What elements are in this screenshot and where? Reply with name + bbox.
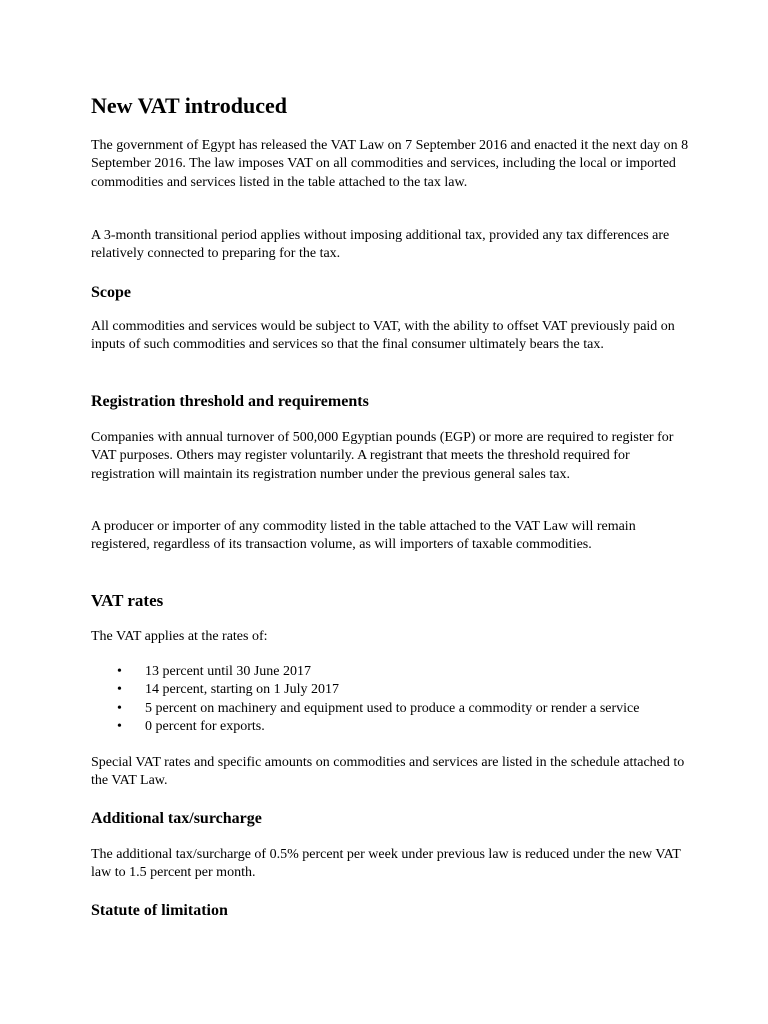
list-item (117, 700, 717, 718)
registration-paragraph-2: A producer or importer of any commodity listed in the table attached to the VAT Law will remain registered, regardless of its transaction volume, as will importers of taxable commodities. (91, 519, 636, 553)
list-item (117, 663, 717, 681)
surcharge-heading: Additional tax/surcharge (91, 810, 262, 827)
list-item-text: 13 percent until 30 June 2017 (145, 664, 312, 679)
page-title: New VAT introduced (91, 93, 288, 118)
vat-rates-intro: The VAT applies at the rates of: (91, 629, 268, 644)
list-item-text: 14 percent, starting on 1 July 2017 (145, 682, 340, 698)
list-item-text: 5 percent on machinery and equipment used to produce a commodity or render a service (145, 700, 640, 716)
registration-heading: Registration threshold and requirements (91, 393, 369, 410)
registration-paragraph-1: Companies with annual turnover of 500,000 Egyptian pounds (EGP) or more are required to register for VAT purposes. Others may register voluntarily. A registrant that meets the threshold required for registration will maintain its registration number under the previous general sales tax. (91, 430, 674, 482)
scope-paragraph: All commodities and services would be subject to VAT, with the ability to offset VAT previously paid on inputs of such commodities and services so that the final consumer ultimately bears the tax. (91, 319, 675, 353)
vat-rates-outro: Special VAT rates and specific amounts on commodities and services are listed in the schedule attached to the VAT Law. (91, 755, 685, 789)
surcharge-paragraph: The additional tax/surcharge of 0.5% percent per week under previous law is reduced under the new VAT law to 1.5 percent per month. (91, 847, 681, 881)
scope-heading: Scope (91, 284, 131, 301)
bullet-icon: • (117, 682, 122, 698)
list-item (117, 718, 717, 736)
intro-paragraph-1: The government of Egypt has released the VAT Law on 7 September 2016 and enacted it the next day on 8 September 2016. The law imposes VAT on all commodities and services, including the local or imported commodities and services listed in the table attached to the tax law. (91, 138, 689, 190)
list-item (117, 681, 717, 699)
bullet-icon: • (117, 664, 122, 679)
vat-rates-heading: VAT rates (91, 591, 164, 610)
bullet-icon: • (117, 718, 122, 734)
list-item-text: 0 percent for exports. (145, 718, 265, 734)
bullet-icon: • (117, 700, 122, 716)
vat-rates-list (117, 663, 717, 736)
intro-paragraph-2: A 3-month transitional period applies without imposing additional tax, provided any tax differences are relatively connected to preparing for the tax. (91, 228, 670, 262)
statute-heading: Statute of limitation (91, 902, 228, 919)
